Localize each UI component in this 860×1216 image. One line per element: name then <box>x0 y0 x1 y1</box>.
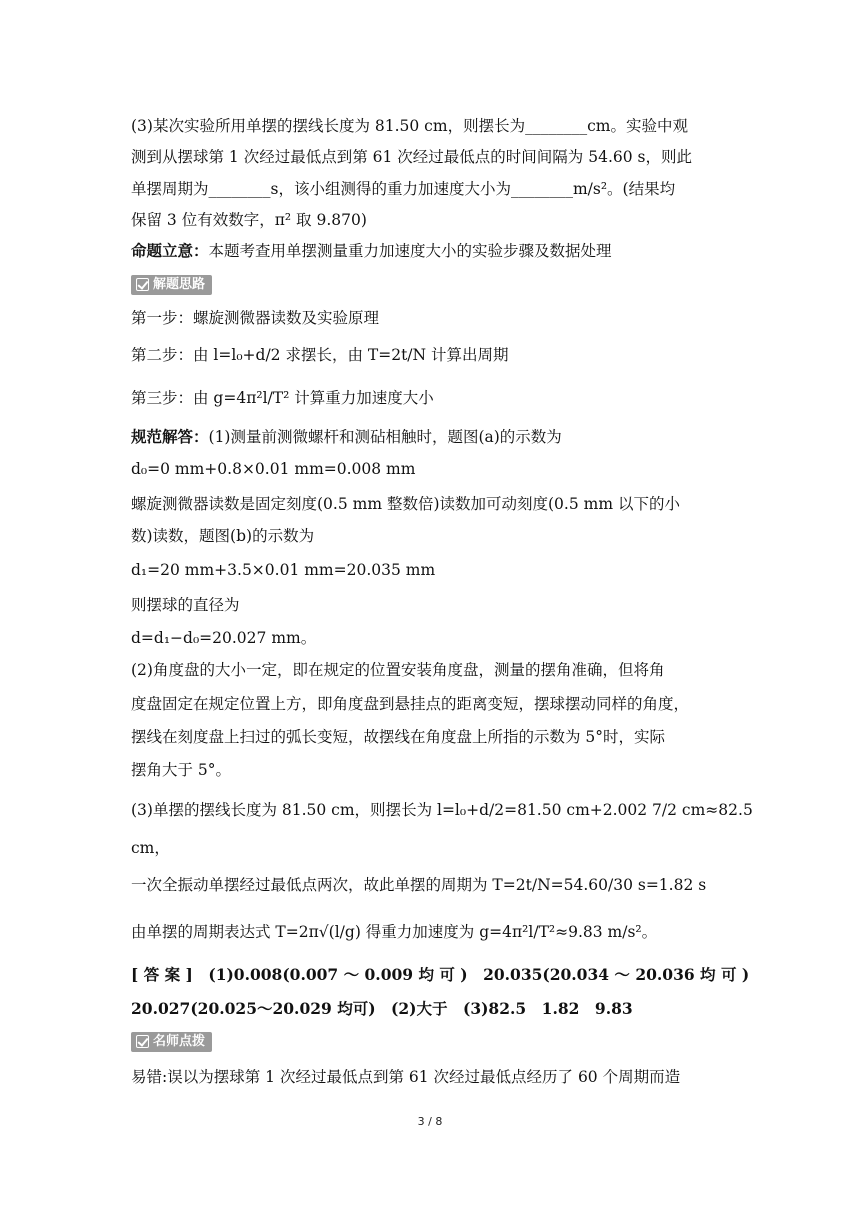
tag-tips-label: 名师点拨 <box>153 1034 206 1049</box>
tag-thinking-label: 解题思路 <box>153 277 206 292</box>
intent-label: 命题立意： <box>131 241 209 260</box>
intent-line <box>131 238 741 264</box>
solution-line-15: 由单摆的周期表达式 T=2π√(l/g) 得重力加速度为 g=4π²l/T²≈9.83 m/s²。 <box>131 923 658 941</box>
solution-line-11: 摆角大于 5°。 <box>131 761 232 779</box>
check-icon <box>136 1035 149 1048</box>
check-icon <box>136 278 149 291</box>
solution-line-2: d₀=0 mm+0.8×0.01 mm=0.008 mm <box>131 460 416 478</box>
solution-line-5: d₁=20 mm+3.5×0.01 mm=20.035 mm <box>131 561 436 579</box>
step-2: 第二步：由 l=l₀+d/2 求摆长，由 T=2t/N 计算出周期 <box>131 346 509 364</box>
question-line-4: 保留 3 位有效数字，π² 取 9.870) <box>131 211 367 229</box>
solution-text-1: (1)测量前测微螺杆和测砧相触时，题图(a)的示数为 <box>208 428 562 446</box>
tag-teacher-tips <box>131 1032 212 1052</box>
question-line-3: 单摆周期为________s，该小组测得的重力加速度大小为________m/s²。(结果均 <box>131 180 676 198</box>
solution-line-9: 度盘固定在规定位置上方，即角度盘到悬挂点的距离变短，摆球摆动同样的角度， <box>131 695 690 713</box>
solution-line-12: (3)单摆的摆线长度为 81.50 cm，则摆长为 l=l₀+d/2=81.50 cm+2.002 7/2 cm≈82.5 <box>131 801 753 819</box>
tip-line: 易错:误以为摆球第 1 次经过最低点到第 61 次经过最低点经历了 60 个周期而造 <box>131 1068 681 1086</box>
solution-line-13: cm， <box>131 839 170 857</box>
tag-solution-thinking <box>131 275 212 295</box>
answer-line-1: [ 答 案 ] (1)0.008(0.007 ～ 0.009 均 可 ) 20.035(20.034 ～ 20.036 均 可 ) <box>131 965 750 984</box>
solution-line-14: 一次全振动单摆经过最低点两次，故此单摆的周期为 T=2t/N=54.60/30 s=1.82 s <box>131 876 707 894</box>
step-1: 第一步：螺旋测微器读数及实验原理 <box>131 309 380 327</box>
solution-line-4: 数)读数，题图(b)的示数为 <box>131 527 315 545</box>
solution-line-6: 则摆球的直径为 <box>131 596 240 614</box>
solution-line-3: 螺旋测微器读数是固定刻度(0.5 mm 整数倍)读数加可动刻度(0.5 mm 以下的小 <box>131 495 680 513</box>
question-line-2: 测到从摆球第 1 次经过最低点到第 61 次经过最低点的时间间隔为 54.60 s，则此 <box>131 148 692 166</box>
question-line-1: (3)某次实验所用单摆的摆线长度为 81.50 cm，则摆长为________cm。实验中观 <box>131 117 688 135</box>
step-3: 第三步：由 g=4π²l/T² 计算重力加速度大小 <box>131 389 434 407</box>
solution-line-1 <box>131 424 741 450</box>
answer-line-2: 20.027(20.025～20.029 均可) (2)大于 (3)82.5 1.82 9.83 <box>131 999 633 1018</box>
solution-label: 规范解答： <box>131 427 209 446</box>
intent-text: 本题考查用单摆测量重力加速度大小的实验步骤及数据处理 <box>208 242 612 260</box>
page-number: 3 / 8 <box>417 1115 443 1128</box>
solution-line-10: 摆线在刻度盘上扫过的弧长变短，故摆线在角度盘上所指的示数为 5°时，实际 <box>131 728 666 746</box>
solution-line-7: d=d₁−d₀=20.027 mm。 <box>131 629 317 647</box>
solution-line-8: (2)角度盘的大小一定，即在规定的位置安装角度盘，测量的摆角准确，但将角 <box>131 661 665 679</box>
